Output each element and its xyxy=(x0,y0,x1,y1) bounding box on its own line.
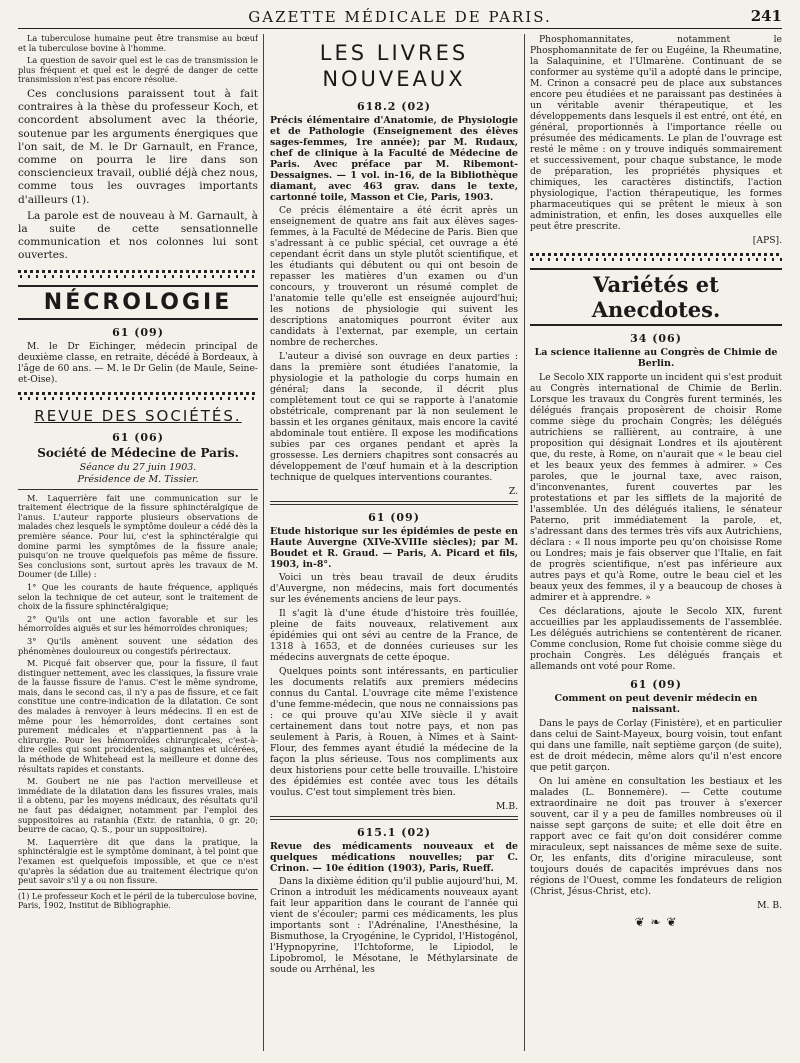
livres-heading-line1: LES LIVRES xyxy=(319,41,469,65)
column-2 xyxy=(270,34,518,1053)
book-number: 615.1 (02) xyxy=(357,826,431,839)
revue-paragraph: M. Laquerrière dit que dans la pratique, la sphinctéralgie est le symptôme dominant, à tel point que l'examen est quelquefois impossible, et que ce n'est qu'après la sédation due au traitement électrique qu'on peut savoir s'il y a ou non fissure. xyxy=(18,836,258,886)
ornamental-border xyxy=(18,391,258,401)
item-paragraph: Le Secolo XIX rapporte un incident qui s'est produit au Congrès international de Chimie de Berlin. Lorsque les travaux du Congrès furent terminés, les délégués français proposèrent de choisir Rome comme siège du prochain Congrès; les délégués autrichiens se rallièrent, au contraire, à une proposition qui désignait Londres et ils ajoutèrent que, du reste, à Rome, on n'aurait que « le beau ciel et les beaux yeux des femmes à admirer. » Ces paroles, que le journal taxe, avec raison, d'inconvenantes, furent couvertes par les protestations et par les sifflets de la majorité de l'assemblée. Un des délégués italiens, le sénateur Paterno, prit immédiatement la parole, et, s'adressant dans des termes très vifs aux Autrichiens, déclara : « Il nous importe peu qu'on choisisse Rome ou Londres; mais je fais observer que l'Italie, en fait de progrès scientifique, n'est pas inférieure aux autres pays et qu'à Rome, outre le beau ciel et les beaux yeux des femmes, il y a beaucoup de choses à admirer et à apprendre. » xyxy=(530,372,782,603)
livres-heading xyxy=(270,40,518,92)
journal-title: GAZETTE MÉDICALE DE PARIS. xyxy=(248,8,552,26)
masthead xyxy=(18,6,782,29)
book-paragraph: Il s'agit là d'une étude d'histoire très fouillée, pleine de faits nouveaux, relativement aux épidémies qui ont sévi au centre de la France, de 1318 à 1653, et de données curieuses sur les médecins auvergnats de cette époque. xyxy=(270,608,518,663)
tailpiece-ornament: ❦ ❧ ❦ xyxy=(634,915,678,929)
book-paragraph: Dans la dixième édition qu'il publie aujourd'hui, M. Crinon a introduit les médicaments nouveaux ayant fait leur apparition dans le courant de l'année qui vient de s'écouler; parmi ces médicaments, les plus importants sont : l'Adrénaline, l'Anesthésine, la Bismuthose, la Cryogénine, le Cypridol, l'Histogénol, l'Hypnopyrine, l'Ichtoforme, le Lipiodol, le Lipobromol, le Mésotane, le Méthylarsinate de soude ou Arrhénal, les xyxy=(270,876,518,975)
book-signature: Z. xyxy=(508,486,518,497)
book-signature: M.B. xyxy=(496,801,518,812)
seance-date: Séance du 27 juin 1903. xyxy=(79,461,197,473)
varietes-heading: Variétés et Anecdotes. xyxy=(530,268,782,326)
book-paragraph: Voici un très beau travail de deux érudits d'Auvergne, non médecins, mais fort documentés sur les événements anciens de leur pays. xyxy=(270,572,518,605)
revue-paragraph: M. Picqué fait observer que, pour la fissure, il faut distinguer nettement, avec les classiques, la fissure vraie de la fausse fissure de l'anus. C'est le même syndrome, mais, dans le second cas, il n'y a pas de fissure, et ce fait constitue une contre-indication de la dilatation. Ce sont des malades à renvoyer à leurs médecins. Il en est de même pour les hémorroïdes, dont certaines sont purement médicales et n'appartiennent pas à la chirurgie. Pour les hémorroïdes chirurgicales, c'est-à-dire celles qui sont procidentes, saignantes et ulcérées, la méthode de Whitehead est la meilleure et donne des résultats rapides et constants. xyxy=(18,658,258,774)
footnote: (1) Le professeur Koch et le péril de la tuberculose bovine, Paris, 1902, Institut de Bibliographie. xyxy=(18,889,258,911)
book-number: 618.2 (02) xyxy=(357,100,431,113)
revue-paragraph: 2° Qu'ils ont une action favorable et sur les hémorroïdes aiguës et sur les hémorroïdes chroniques; xyxy=(18,613,258,634)
divider xyxy=(18,489,258,490)
item-number: 61 (09) xyxy=(630,678,682,691)
revue-paragraph: 1° Que les courants de haute fréquence, appliqués selon la technique de cet auteur, sont le traitement de choix de la fissure sphinctéralgique; xyxy=(18,581,258,612)
item-paragraph: Dans le pays de Corlay (Finistère), et en particulier dans celui de Saint-Mayeux, bourg voisin, tout enfant qui dans une famille, naît septième garçon (de suite), est de droit médecin, même alors qu'il n'est encore que petit garçon. xyxy=(530,718,782,773)
revue-paragraph: 3° Qu'ils amènent souvent une sédation des phénomènes douloureux ou congestifs périrectaux. xyxy=(18,635,258,656)
conclusion-paragraph: La parole est de nouveau à M. Garnault, à la suite de cette sensationnelle communication et nos colonnes lui sont ouvertes. xyxy=(18,209,258,262)
item-title: Comment on peut devenir médecin en naissant. xyxy=(554,693,758,715)
column-1 xyxy=(18,34,258,1053)
book-title: Revue des médicaments nouveaux et de quelques médications nouvelles; par C. Crinon. — 10e édition (1903), Paris, Rueff. xyxy=(270,841,518,874)
revue-paragraph: M. Laquerrière fait une communication sur le traitement électrique de la fissure sphinctéralgique de l'anus. L'auteur rapporte plusieurs observations de malades chez lesquels le symptôme douleur a cédé dès la première séance. Pour lui, c'est la sphinctéralgie qui domine parmi les symptômes de la fissure anale; puisqu'on ne trouve quelquefois pas même de fissure. Ses conclusions sont, surtout après les travaux de M. Doumer (de Lille) : xyxy=(18,492,258,580)
section-number: 61 (06) xyxy=(112,430,164,444)
intro-paragraph: La tuberculose humaine peut être transmise au bœuf et la tuberculose bovine à l'homme. xyxy=(18,34,258,53)
page-number: 241 xyxy=(750,7,782,25)
section-number: 61 (09) xyxy=(112,325,164,339)
item-title: La science italienne au Congrès de Chimie de Berlin. xyxy=(534,347,778,369)
book-title: Précis élémentaire d'Anatomie, de Physiologie et de Pathologie (Enseignement des élèves sages-femmes, 1re année); par M. Rudaux, chef de clinique à la Faculté de Médecine de Paris. Avec préface par M. Ribemont-Dessaignes. — 1 vol. in-16, de la Bibliothèque diamant, avec 463 grav. dans le texte, cartonné toile, Masson et Cie, Paris, 1903. xyxy=(270,115,518,203)
continuation-paragraph: Phosphomannitates, notamment le Phosphomannitate de fer ou Eugéine, la Rheumatine, la Salaquinine, et l'Ulmarène. Continuant de se conformer au système qu'il a adopté dans le principe, M. Crinon a consacré peu de place aux substances encore peu étudiées et ne paraissant pas destinées à un véritable avenir thérapeutique, et les développements dans lesquels il est entré, ont été, en général, proportionnés à l'importance réelle ou présumée des médicaments. Le plan de l'ouvrage est resté le même : on y trouve indiqués sommairement et successivement, pour chaque substance, le mode de préparation, les propriétés physiques et chimiques, les caractères distinctifs, l'action physiologique, l'action thérapeutique, les formes pharmaceutiques qui se prêtent le mieux à son administration, et enfin, les doses auxquelles elle peut être prescrite. xyxy=(530,34,782,232)
ornamental-border xyxy=(18,269,258,279)
intro-paragraph: La question de savoir quel est le cas de transmission le plus fréquent et quel est le degré de danger de cette transmission n'est pas encore résolue. xyxy=(18,55,258,85)
book-paragraph: L'auteur a divisé son ouvrage en deux parties : dans la première sont étudiées l'anatomie, la physiologie et la pathologie du corps humain en général; dans la seconde, il décrit plus complètement tout ce qui se rapporte à l'anatomie obstétricale, comprenant par là non seulement le bassin et les organes génitaux, mais encore la cavité abdominale tout entière. Il expose les modifications subies par ces organes pendant et après la grossesse. Les derniers chapitres sont consacrés au développement de l'œuf humain et à la description technique de quelques interventions courantes. xyxy=(270,351,518,483)
society-name: Société de Médecine de Paris. xyxy=(37,445,239,460)
item-paragraph: On lui amène en consultation les bestiaux et les malades (L. Bonnemère). — Cette coutume extraordinaire ne doit pas trouver à s'exercer souvent, car il y a peu de familles nombreuses où il naisse sept garçons de suite; et elle doit être en rapport avec ce fait qu'on doit considérer comme miraculeux, sept naissances de même sexe de suite. Or, les enfants, dits d'origine miraculeuse, sont toujours doués de capacités imprévues dans nos régions de l'Ouest, comme les fondateurs de religion (Christ, Jésus-Christ, etc). xyxy=(530,776,782,897)
presidence: Présidence de M. Tissier. xyxy=(77,473,199,485)
book-paragraph: Ce précis élémentaire a été écrit après un enseignement de quatre ans fait aux élèves sages-femmes, à la Faculté de Médecine de Paris. Bien que s'adressant à ce public spécial, cet ouvrage a été cependant écrit dans un style plutôt scientifique, et les étudiants qui débutent ou qui ont besoin de repasser les matières d'un examen ou d'un concours, y trouveront un résumé complet de l'anatomie telle qu'elle est enseignée aujourd'hui; les notions de physiologie qui suivent les descriptions anatomiques pourront éviter aux candidats à l'externat, par exemple, un certain nombre de recherches. xyxy=(270,205,518,348)
continuation-signature: [APS]. xyxy=(752,235,782,246)
column-3 xyxy=(530,34,782,1053)
item-signature: M. B. xyxy=(757,900,782,911)
necrologie-text: M. le Dr Eichinger, médecin principal de deuxième classe, en retraite, décédé à Bordeaux, à l'âge de 60 ans. — M. le Dr Gelin (de Maule, Seine-et-Oise). xyxy=(18,340,258,385)
column-rule-2 xyxy=(524,34,525,1051)
book-title: Etude historique sur les épidémies de peste en Haute Auvergne (XIVe-XVIIIe siècles); par M. Boudet et R. Graud. — Paris, A. Picard et fils, 1903, in-8°. xyxy=(270,526,518,570)
revue-heading: REVUE DES SOCIÉTÉS. xyxy=(34,406,242,425)
livres-heading-line2: NOUVEAUX xyxy=(322,67,466,91)
conclusion-paragraph: Ces conclusions paraissent tout à fait contraires à la thèse du professeur Koch, et concordent absolument avec la théorie, soutenue par les arguments énergiques que l'on sait, de M. le Dr Garnault, en France, comme on pourra le lire dans son consciencieux travail, oublié déjà chez nous, comme tous les ouvrages importants d'ailleurs (1). xyxy=(18,87,258,206)
divider xyxy=(270,501,518,505)
necrologie-heading: NÉCROLOGIE xyxy=(18,285,258,320)
book-paragraph: Quelques points sont intéressants, en particulier les documents relatifs aux premiers médecins connus du Cantal. L'ouvrage cite même l'existence d'une femme-médecin, que nous ne connaissions pas : ce qui prouve qu'au XIVe siècle il y avait certainement dans tout notre pays, et non pas seulement à Paris, à Rouen, à Nîmes et à Saint-Flour, des femmes ayant étudié la médecine de la façon la plus sérieuse. Tous nos compliments aux deux historiens pour cette belle trouvaille. L'histoire des épidémies est contée avec tous les détails voulus. C'est tout simplement très bien. xyxy=(270,666,518,798)
divider xyxy=(270,816,518,820)
column-rule-1 xyxy=(263,34,264,1051)
item-number: 34 (06) xyxy=(630,332,682,345)
book-number: 61 (09) xyxy=(368,511,420,524)
item-paragraph: Ces déclarations, ajoute le Secolo XIX, furent accueillies par les applaudissements de l'assemblée. Les délégués autrichiens se contentèrent de ricaner. Comme conclusion, Rome fut choisie comme siège du prochain Congrès. Les délégués français et allemands ont voté pour Rome. xyxy=(530,606,782,672)
revue-paragraph: M. Goubert ne nie pas l'action merveilleuse et immédiate de la dilatation dans les fissures vraies, mais il a obtenu, par les moyens médicaux, des résultats qu'il ne faut pas dédaigner, notamment par l'emploi des suppositoires au ratanhia (Extr. de ratanhia, 0 gr. 20; beurre de cacao, Q. S., pour un suppositoire). xyxy=(18,776,258,835)
ornamental-border xyxy=(530,252,782,262)
